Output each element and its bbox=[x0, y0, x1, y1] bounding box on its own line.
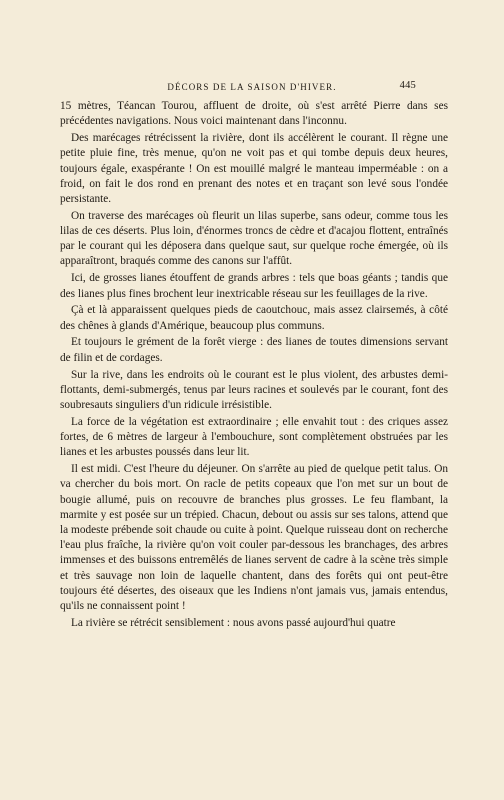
paragraph: On traverse des marécages où fleurit un lilas superbe, sans odeur, comme tous les lilas de ces déserts. Plus loin, d'énormes troncs de cèdre et d'acajou flottent, entraînés par le courant qui les déposera dans quelque saut, sur quelque roche émergée, où ils apparaîtront, braqués comme des canons sur l'affût. bbox=[60, 209, 448, 268]
page-number: 445 bbox=[399, 80, 416, 91]
body-text bbox=[60, 99, 448, 633]
paragraph: Des marécages rétrécissent la rivière, dont ils accélèrent le courant. Il règne une petite pluie fine, très menue, qu'on ne voit pas et qui tombe depuis deux heures, toujours égale, exaspérante ! On est mouillé malgré le manteau imperméable : on a froid, on fait le dos rond en prenant des notes et en traçant son levé sous l'ondée persistante. bbox=[60, 132, 448, 205]
paragraph: La rivière se rétrécit sensiblement : nous avons passé aujourd'hui quatre bbox=[71, 616, 396, 629]
paragraph: Çà et là apparaissent quelques pieds de caoutchouc, mais assez clairsemés, à côté des chênes à glands d'Amérique, beaucoup plus communs. bbox=[60, 304, 448, 332]
paragraph: Sur la rive, dans les endroits où le courant est le plus violent, des arbustes demi-flottants, demi-submergés, tenus par leurs racines et soulevés par le courant, font des soubresauts singuliers d'un ridicule irrésistible. bbox=[60, 368, 448, 411]
paragraph: Et toujours le grément de la forêt vierge : des lianes de toutes dimensions servant de filin et de cordages. bbox=[60, 336, 448, 364]
paragraph: La force de la végétation est extraordinaire ; elle envahit tout : des criques assez fortes, de 6 mètres de largeur à l'embouchure, sont complètement obstruées par les lianes et les arbustes poussés dans leur lit. bbox=[60, 415, 448, 459]
paragraph: Il est midi. C'est l'heure du déjeuner. On s'arrête au pied de quelque petit talus. On va chercher du bois mort. On racle de petits copeaux que l'on met sur un bout de bougie allumé, puis on recouvre de branches plus grosses. Le feu flambant, la marmite y est posée sur un trépied. Chacun, debout ou assis sur ses talons, attend que la modeste prébende soit chaude ou cuite à point. Quelque ruisseau dont on recherche l'eau plus fraîche, la rivière qu'on voit couler par-dessous les branchages, des arbres immenses et des buissons entremêlés de lianes servent de cadre à la scène très simple et très sauvage non loin de laquelle chantent, dans des forêts qui ont peut-être toujours été désertes, des oiseaux que les Indiens n'ont jamais vus, jamais entendus, qu'ils ne connaissent point ! bbox=[60, 463, 448, 612]
paragraph: Ici, de grosses lianes étouffent de grands arbres : tels que boas géants ; tandis que des lianes plus fines brochent leur inextricable réseau sur les feuillages de la rive. bbox=[60, 272, 448, 300]
paragraph: 15 mètres, Téancan Tourou, affluent de droite, où s'est arrêté Pierre dans ses précédentes navigations. Nous voici maintenant dans l'inconnu. bbox=[60, 100, 448, 128]
running-head: DÉCORS DE LA SAISON D'HIVER. bbox=[167, 82, 337, 92]
